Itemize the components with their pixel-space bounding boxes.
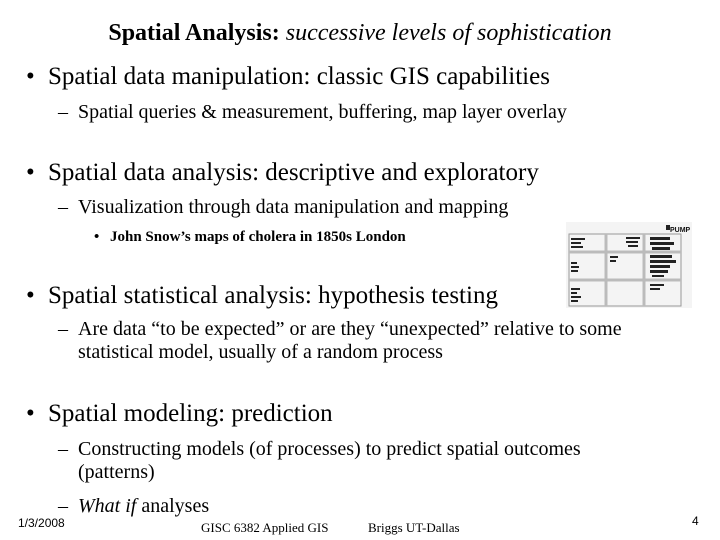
footer-date: 1/3/2008	[18, 516, 65, 530]
map-pump-label: PUMP	[670, 227, 691, 234]
john-snow-map-image	[566, 222, 692, 308]
cholera-map-drawing	[566, 222, 692, 308]
title-strong: Spatial Analysis:	[108, 20, 280, 46]
slide-title	[0, 20, 720, 47]
page-number: 4	[692, 514, 699, 528]
bullet-text: Spatial data analysis: descriptive and exploratory	[48, 159, 539, 186]
footer-course: GISC 6382 Applied GIS	[201, 520, 329, 535]
subbullet-text: Are data “to be expected” or are they “unexpected” relative to some statistical model, usually of a random process	[78, 318, 622, 363]
subbullet-text: Visualization through data manipulation and mapping	[78, 196, 509, 218]
what-if-rest: analyses	[136, 495, 210, 517]
bullet-marker: •	[26, 159, 35, 186]
dash-marker: –	[58, 495, 68, 517]
subbullet-text	[78, 495, 209, 518]
bullet-marker: •	[26, 282, 35, 309]
dash-marker: –	[58, 318, 68, 340]
dash-marker: –	[58, 438, 68, 460]
subbullet-text: Constructing models (of processes) to predict spatial outcomes (patterns)	[78, 438, 581, 483]
bullet-text: Spatial statistical analysis: hypothesis testing	[48, 282, 498, 309]
bullet-marker: •	[26, 63, 35, 90]
subsubbullet-text: John Snow’s maps of cholera in 1850s London	[110, 229, 406, 245]
bullet-marker: •	[94, 229, 100, 245]
dash-marker: –	[58, 196, 68, 218]
footer-author: Briggs UT-Dallas	[368, 520, 460, 535]
subbullet-text: Spatial queries & measurement, buffering, map layer overlay	[78, 101, 567, 123]
title-emphasis: successive levels of sophistication	[285, 20, 612, 46]
bullet-text: Spatial modeling: prediction	[48, 400, 333, 427]
what-if-emphasis: What if	[78, 495, 137, 517]
bullet-marker: •	[26, 400, 35, 427]
dash-marker: –	[58, 101, 68, 123]
bullet-text: Spatial data manipulation: classic GIS capabilities	[48, 63, 550, 90]
